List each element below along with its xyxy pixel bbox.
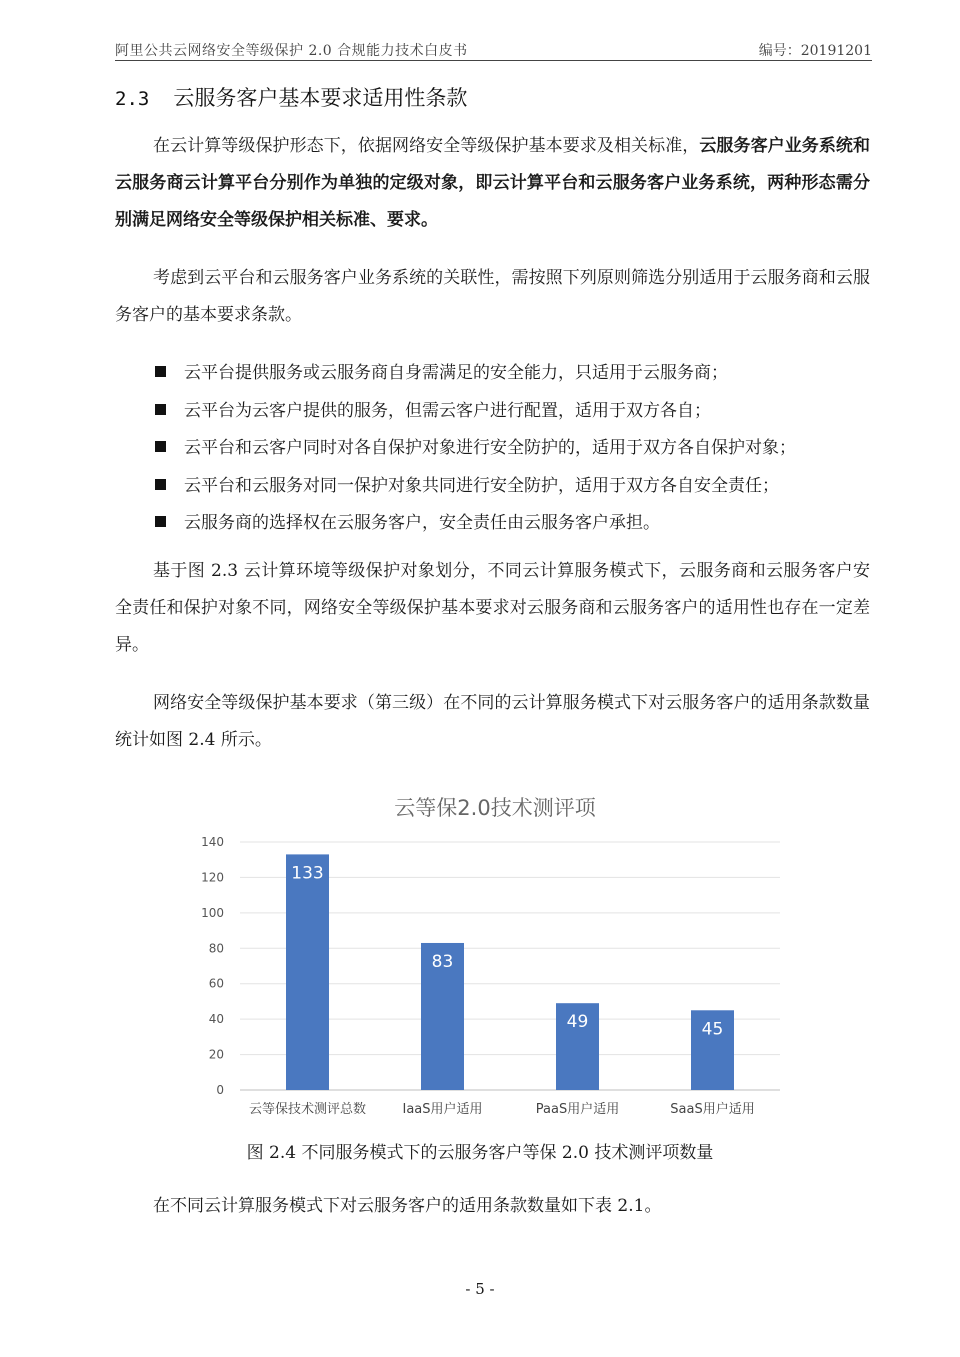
square-bullet-icon (155, 479, 166, 490)
square-bullet-icon (155, 516, 166, 527)
bar-chart (190, 785, 780, 1130)
paragraph-4: 网络安全等级保护基本要求（第三级）在不同的云计算服务模式下对云服务客户的适用条款数量统计如图 2.4 所示。 (115, 693, 870, 750)
header-title: 阿里公共云网络安全等级保护 2.0 合规能力技术白皮书 (115, 43, 468, 59)
page-header (115, 38, 872, 61)
y-tick-label: 40 (208, 1012, 224, 1027)
header-doc-number: 编号：20191201 (758, 43, 872, 59)
principles-list (155, 355, 875, 543)
list-item: 云平台为云客户提供的服务，但需云客户进行配置，适用于双方各自； (155, 393, 875, 431)
chart-y-axis (201, 835, 224, 1097)
y-tick-label: 100 (201, 905, 224, 920)
y-tick-label: 60 (208, 976, 224, 991)
bar-value-label: 49 (566, 1012, 589, 1033)
page-number: - 5 - (465, 1280, 495, 1298)
list-item: 云服务商的选择权在云服务客户，安全责任由云服务客户承担。 (155, 505, 875, 543)
bar (286, 854, 329, 1090)
paragraph-5: 在不同云计算服务模式下对云服务客户的适用条款数量如下表 2.1。 (153, 1196, 662, 1216)
y-tick-label: 0 (216, 1083, 224, 1097)
square-bullet-icon (155, 404, 166, 415)
paragraph-3: 基于图 2.3 云计算环境等级保护对象划分，不同云计算服务模式下，云服务商和云服务客户安全责任和保护对象不同，网络安全等级保护基本要求对云服务商和云服务客户的适用性也存在一定差异。 (115, 561, 870, 655)
chart-title: 云等保2.0技术测评项 (394, 796, 596, 820)
section-heading (115, 82, 467, 112)
paragraph-1-bold: 云服务客户业务系统和云服务商云计算平台分别作为单独的定级对象，即云计算平台和云服务客户业务系统，两种形态需分别满足网络安全等级保护相关标准、要求。 (115, 136, 871, 230)
x-tick-label: 云等保技术测评总数 (248, 1102, 367, 1117)
y-tick-label: 20 (208, 1047, 224, 1062)
list-item: 云平台提供服务或云服务商自身需满足的安全能力，只适用于云服务商； (155, 355, 875, 393)
figure-caption: 图 2.4 不同服务模式下的云服务客户等保 2.0 技术测评项数量 (246, 1143, 714, 1163)
section-title: 云服务客户基本要求适用性条款 (173, 86, 468, 110)
list-item: 云平台和云客户同时对各自保护对象进行安全防护的，适用于双方各自保护对象； (155, 430, 875, 468)
paragraph-2: 考虑到云平台和云服务客户业务系统的关联性，需按照下列原则筛选分别适用于云服务商和云服务客户的基本要求条款。 (115, 268, 870, 325)
x-tick-label: PaaS用户适用 (535, 1102, 620, 1117)
chart-svg (190, 785, 780, 1130)
bar-value-label: 83 (431, 951, 454, 972)
y-tick-label: 80 (208, 941, 224, 956)
x-tick-label: SaaS用户适用 (670, 1102, 755, 1117)
square-bullet-icon (155, 366, 166, 377)
x-tick-label: IaaS用户适用 (402, 1102, 483, 1117)
bar-value-label: 45 (701, 1019, 724, 1040)
chart-x-axis (249, 1101, 755, 1117)
bar-value-label: 133 (291, 863, 324, 884)
section-number: 2.3 (115, 88, 150, 110)
list-item: 云平台和云服务对同一保护对象共同进行安全防护，适用于双方各自安全责任； (155, 468, 875, 506)
paragraph-1-normal: 在云计算等级保护形态下，依据网络安全等级保护基本要求及相关标准， (153, 136, 700, 156)
square-bullet-icon (155, 441, 166, 452)
y-tick-label: 120 (201, 870, 224, 885)
y-tick-label: 140 (201, 835, 224, 849)
paragraph-1 (115, 128, 870, 239)
